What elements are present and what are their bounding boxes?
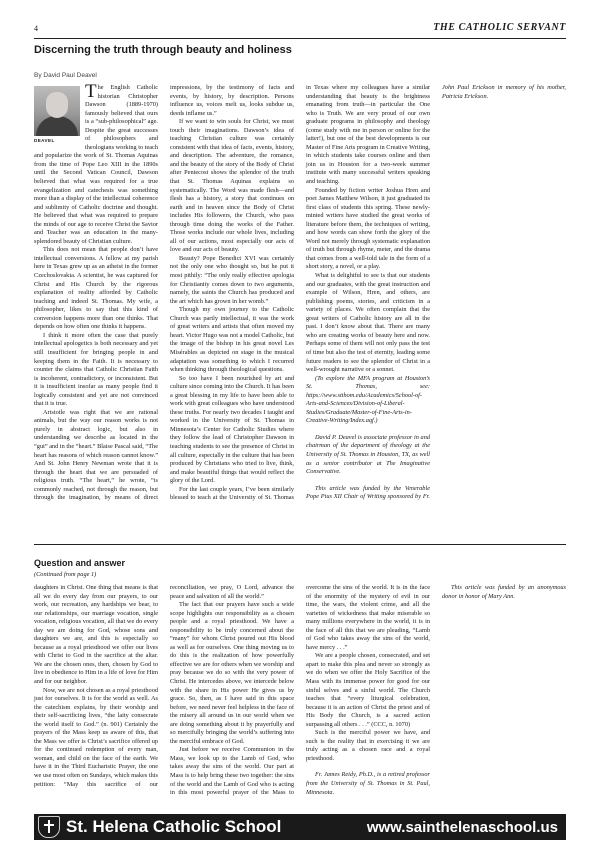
article-paragraph: Aristotle was right that we are rational animals, but the way our reason works is not purely in abstract logic, but also in understanding we describe as located in the “gut” and in the “heart.” Blaise Pascal said, “The heart has reasons of which reason cannot know.” And St. John Henry Newman wrote that it is through the heart that we are persuaded of religious truth. “The heart,” he wrote, “is commonly reached, not through the reason, but through the imagination, by means of direct impressions, by the testimony of facts and events, by history, by description. Persons influence us, voices melt us, looks subdue us, deeds inflame us.” (34, 84, 294, 502)
article-paragraph: Founded by fiction writer Joshua Hren and poet James Matthew Wilson, it just graduated its first class of students this spring. These newly-minted writers have studied the great works of literature before them, the techniques of writing, and how words can show forth the glory of the Word not merely through systematic explanation of truth but through rhyme, meter, and the drama that comes from a well-told tale in the form of a short story, a novel, or a play. (306, 186, 430, 271)
qa-paragraph: Now, we are not chosen as a royal priesthood just for ourselves. It is for the world as well. As the catechism explains, by their worship and their self-sacrificing lives, “the laity consecrate the world itself to God.” (n. 901) Certainly the prayers of the Mass keep us aware of this, that the Mass we offer is Christ’s sacrifice offered up for the continued redemption of every man, woman, and child on the face of the earth. We have it in the Third Eucharistic Prayer, the one we use most often on Sundays, which makes this petition: “May this sacrifice of our reconciliation, we pray, O Lord, advance the peace and salvation of all the world.” (34, 584, 294, 788)
qa-body (34, 584, 566, 806)
qa-author-signature: Fr. James Reidy, Ph.D., is a retired professor from the University of St. Thomas in St. Paul, Minnesota. (306, 771, 430, 796)
article-title: Discerning the truth through beauty and holiness (34, 44, 292, 56)
author-bio: David P. Deavel is associate professor in and chairman of the department of theology at the University of St. Thomas in Houston, TX, as well as a senior contributor at The Imaginative Conservative. (306, 433, 430, 476)
article-paragraph: What is delightful to see is that our students and our graduates, with the great instruction and example of Wilson, Hren, and others, are publishing poems, stories, and criticism in a variety of places. We often complain that the great writers of Catholic history are all in the past. I don’t know about that. There are many who are creating works of beauty here and now. Perhaps some of them will not only pass the test of time but also the test of eternity, leading some future readers to see the splendor of Christ in a well-wrought narrative or a sonnet. (306, 272, 430, 374)
school-ad-banner (34, 814, 566, 840)
qa-paragraph: daughters in Christ. One thing that means is that all we do every day from our prayers, to our work, our recreation, any hardships we bear, to our relationships, our marriage vocation, single vocation, religious vocation, all that we do every day we are doing for God, whose sons and daughters we are, and this is especially so because as a royal priesthood we offer our lives with Christ to God in the sacrifice at the altar. We are the chosen ones, then, chosen by God to live in obedience to Him in a life of love for Him and for our neighbor. (34, 584, 158, 686)
article-paragraph: If we want to win souls for Christ, we must touch their imaginations. Dawson’s idea of teaching Christian culture was certainly consistent with that idea of facts, events, history, and description. The adventure, the romance, and the beauty of the story of the Body of Christ after Pentecost shows the splendor of the truth that St. Thomas Aquinas explains so systematically. The Word was made flesh—and flesh has a history, a story that continues on earth and in heaven since the Body of Christ includes His followers, the Church, who pass through time doing the works of the Father. Those works include our whole lives, including all of our actions, most especially our acts of love and our acts of beauty. (170, 118, 294, 254)
author-photo (34, 86, 80, 146)
article-body (34, 81, 566, 504)
qa-title: Question and answer (34, 558, 126, 568)
section-divider (34, 544, 566, 545)
article-paragraph: The English Catholic historian Christopher Dawson (1889-1970) famously believed that ours is a “sub-philosophical” age. Despite the great successes of philosophers and theologians working to teach and popularize the work of St. Thomas Aquinas from the time of Pope Leo XIII in the 1890s until the Second Vatican Council, Dawson believed that what was required for a true evangelization and catechesis was something more than a display of the intellectual coherence and sublimity of Catholic doctrine and thought. He believed that what was required to prepare the minds of our age to receive Christ the Savior and Teacher was an education in the many-splendored beauty of Christian culture. (34, 81, 158, 245)
qa-paragraph: Just before we receive Communion in the Mass, we look up to the Lamb of God, who takes away the sins of the world. Our part at Mass is to help bring these two together: the sins of the world and the Lamb of God who is acting in this most powerful prayer of the Mass to overcome the sins of the world. It is in the face of the enormity of the mystery of evil in our time, the wars, the violent crime, and all the varieties of wickedness that make miserable so many millions everywhere in the world, it is in the face of all this that we are pleading, “Lamb of God who takes away the sins of the world, have mercy . . .” (170, 584, 430, 797)
newspaper-name: THE CATHOLIC SERVANT (433, 22, 566, 33)
funding-note: This article was funded by the Venerable Pope Pius XII Chair of Writing sponsored by Fr. John Paul Erickson in memory of his mother, Patricia Erickson. (306, 84, 566, 501)
article-paragraph: So too have I been nourished by art and culture since coming into the Church. It has been a great blessing in my life to have been able to work with great colleagues who have understood these truths. For nearly two decades I taught and worked in the University of St. Thomas in Minnesota’s Center for Catholic Studies where they follow the lead of Christopher Dawson in teaching students to see the presence of Christ in all culture, especially in the culture that has been produced by Christians who tried to live, think, and make beautiful things that would reflect the glory of the Lord. (170, 374, 294, 485)
qa-paragraph: Such is the merciful power we have, and such is the reality that in exercising it we are truly acting as a chosen race and a royal priesthood. (306, 729, 430, 762)
qa-continued-note: (Continued from page 1) (34, 571, 97, 578)
page-number: 4 (34, 24, 38, 33)
school-url: www.sainthelenaschool.us (366, 818, 558, 836)
school-name: St. Helena Catholic School (66, 817, 282, 836)
cross-crest-icon (38, 816, 60, 838)
photo-caption: DEAVEL (34, 138, 55, 143)
author-portrait-image (34, 86, 80, 136)
qa-funding-note: This article was funded by an anonymous donor in honor of Mary Ann. (442, 584, 566, 600)
article-paragraph: I think it more often the case that purely intellectual apologetics is both necessary and yet still insufficient for bringing people in and keeping them in the Faith. It is necessary to counter the claims that Catholic Christian Faith is incoherent, contradictory, or inconsistent. But it is insufficient insofar as many people find it logically consistent and yet are not convinced that it is true. (34, 331, 158, 408)
article-paragraph: This does not mean that people don’t have intellectual conversions. A fellow at my parish here in Texas grew up as an atheist in the former Czechoslovakia. A scientist, he was captured for Christ and His Church by the rigorous explanation of reality afforded by Catholic teaching and indeed St. Thomas. My wife, a philosopher, likes to say that this kind of conversion happens more than one thinks. That depends on how often one thinks it happens. (34, 246, 158, 331)
article-byline: By David Paul Deavel (34, 72, 97, 79)
mfa-program-note: (To explore the MFA program at Houston’s St. Thomas, see: https://www.stthom.edu/Academics/School-of-Arts-and-Sciences/Division-of-Liberal-Studies/Graduate/Master-of-Fine-Arts-in-Creative-Writing/Index.aqf.) (306, 374, 430, 425)
article-paragraph: For the last couple years, I’ve been similarly blessed to teach at the University of St. Thomas in Texas where my colleagues have a similar understanding that beauty is the brightness emanating from truth—in particular the One who is Truth. We are very proud of our own graduate programs in philosophy and theology (come study with me in person or online for the latter!), but one of the best developments is our Master of Fine Arts program in Creative Writing, in which students take courses online and then join us in Houston for a two-week summer institute with many successful writers speaking and teaching. (170, 84, 430, 502)
qa-paragraph: The fact that our prayers have such a wide scope highlights our responsibility as a chosen people and a royal priesthood. We have a responsibility to be truly concerned about the “many” for whom Christ poured out His blood as well as for ourselves. One thing moving us to do this is the realization of how powerfully effective we are for others when we worship and pray because we do so with the very power of Christ. He intercedes above, we intercede below with the share in His power He gives us by grace. So, then, as I have said in this space before, we need never feel helpless in the face of the misery all around us in our world when we are doing something about it by prayerfully and so mercifully bringing the world’s suffering into the merciful embrace of God. (170, 601, 294, 745)
page-header (34, 24, 566, 38)
header-rule (34, 38, 566, 39)
article-paragraph: Though my own journey to the Catholic Church was partly intellectual, it was the work of great writers and artists that often moved my heart. Victor Hugo was not a model Catholic, but the image of the bishop in his great novel Les Misérables as depicted on stage in the musical adaptation was something to which I recurred when thinking through theological questions. (170, 306, 294, 374)
qa-paragraph: We are a people chosen, consecrated, and set apart to make this plea and never so strongly as we do when we offer the Holy Sacrifice of the Mass with its immense power for good for our sinful selves and a sinful world. The Church teaches that “every liturgical celebration, because it is an action of Christ the priest and of His Body the Church, is a sacred action surpassing all others . . .” (CCC, n. 1070) (306, 652, 430, 728)
article-paragraph: Beauty? Pope Benedict XVI was certainly not the only one who thought so, but he put it most pithily: “The only really effective apologia for Christianity comes down to two arguments, namely, the saints the Church has produced and the art which has grown in her womb.” (170, 254, 294, 305)
drop-cap: T (85, 81, 97, 102)
